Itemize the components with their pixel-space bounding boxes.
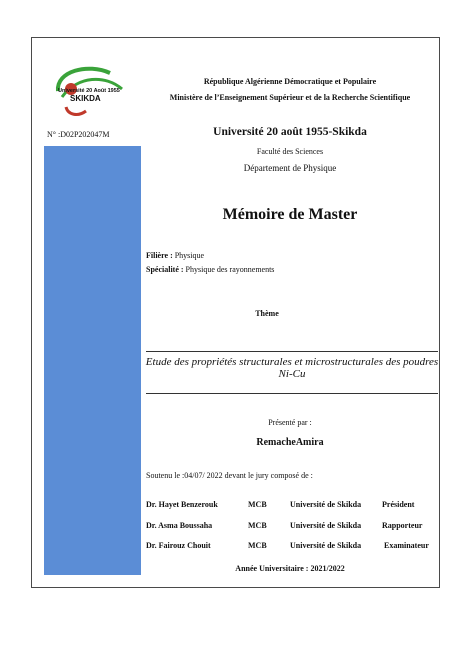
ministry-heading: Ministère de l’Enseignement Supérieur et de la Recherche Scientifique bbox=[169, 93, 411, 102]
jury-member-grade: MCB bbox=[248, 521, 267, 530]
document-reference: N° :D02P202047M bbox=[47, 130, 110, 139]
filiere-line bbox=[146, 251, 204, 260]
jury-member-grade: MCB bbox=[248, 541, 267, 550]
jury-member-name: Dr. Hayet Benzerouk bbox=[146, 500, 218, 509]
document-type-title: Mémoire de Master bbox=[222, 206, 358, 223]
presented-by-label: Présenté par : bbox=[268, 418, 312, 427]
university-name: Université 20 août 1955-Skikda bbox=[213, 126, 367, 138]
jury-member-name: Dr. Asma Boussaha bbox=[146, 521, 213, 530]
author-name: RemacheAmira bbox=[256, 437, 324, 448]
defense-date-line: Soutenu le :04/07/ 2022 devant le jury composé de : bbox=[146, 471, 313, 480]
jury-member-name: Dr. Fairouz Chouit bbox=[146, 541, 211, 550]
filiere-value: Physique bbox=[174, 251, 205, 260]
logo-city: SKIKDA bbox=[70, 94, 101, 103]
jury-member-role: Président bbox=[382, 500, 415, 509]
blue-sidebar-bar bbox=[44, 146, 141, 575]
jury-member-role: Rapporteur bbox=[382, 521, 423, 530]
jury-member-grade: MCB bbox=[248, 500, 267, 509]
republic-heading: République Algérienne Démocratique et Populaire bbox=[203, 77, 377, 86]
specialite-line bbox=[146, 265, 274, 274]
faculty-name: Faculté des Sciences bbox=[256, 147, 324, 156]
specialite-value: Physique des rayonnements bbox=[185, 265, 275, 274]
filiere-label: Filière : bbox=[146, 251, 173, 260]
specialite-label: Spécialité : bbox=[146, 265, 184, 274]
jury-member-institution: Université de Skikda bbox=[290, 500, 362, 509]
logo-text: Université 20 Août 1955 bbox=[58, 88, 120, 94]
academic-year: Année Universitaire : 2021/2022 bbox=[235, 564, 345, 573]
jury-member-institution: Université de Skikda bbox=[290, 541, 362, 550]
university-logo bbox=[48, 63, 128, 119]
thesis-title: Etude des propriétés structurales et microstructurales des poudres Ni-Cu bbox=[145, 356, 439, 380]
jury-member-institution: Université de Skikda bbox=[290, 521, 362, 530]
theme-label: Thème bbox=[255, 309, 279, 318]
department-name: Département de Physique bbox=[243, 163, 337, 173]
title-bottom-rule bbox=[146, 393, 438, 394]
title-top-rule bbox=[146, 351, 438, 352]
jury-member-role: Examinateur bbox=[384, 541, 429, 550]
